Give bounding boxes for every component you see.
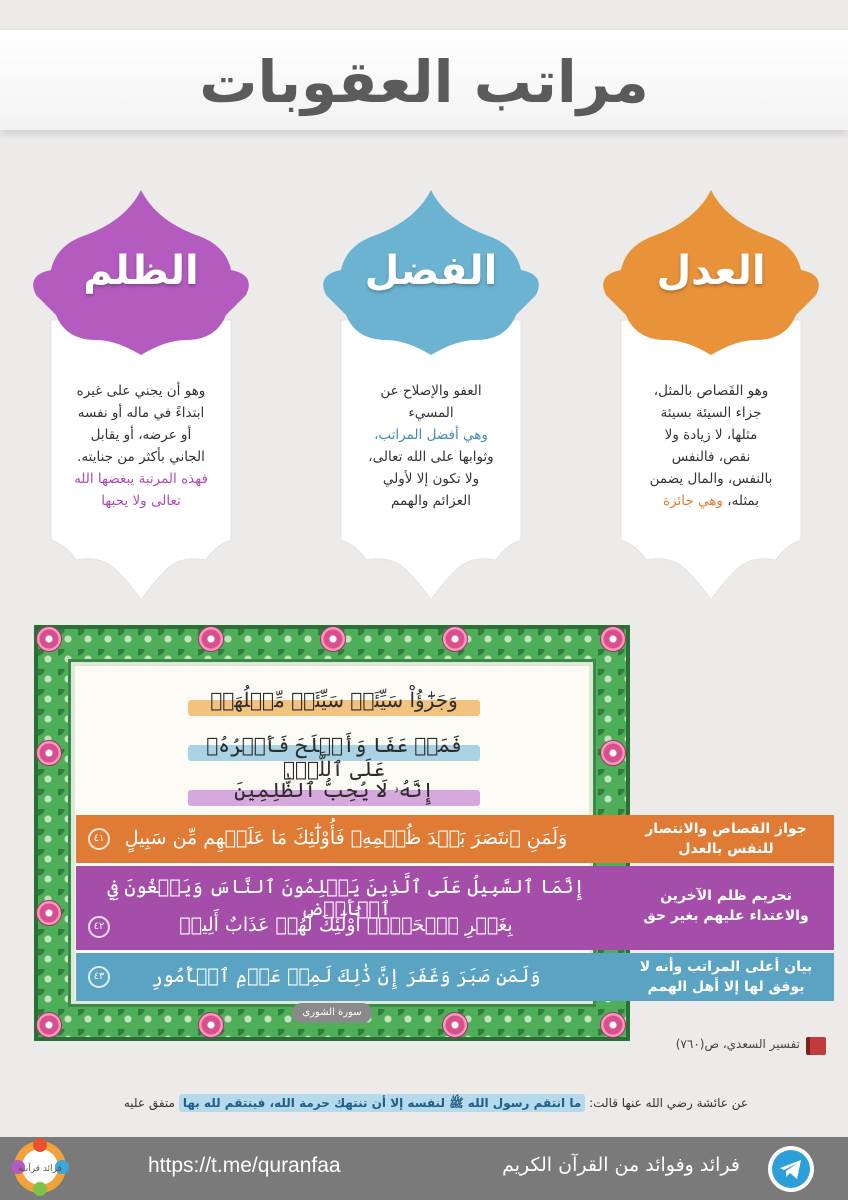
text-line: وهو أن يجني على غيره [76, 383, 206, 399]
rosette-ornament [320, 626, 346, 652]
text-line: جزاء السيئة بسيئة [660, 405, 762, 421]
rosette-ornament [442, 1012, 468, 1038]
channel-name: فرائد وفوائد من القرآن الكريم [502, 1154, 740, 1176]
telegram-icon[interactable] [768, 1146, 814, 1192]
verse-line: فَمَنۡ عَفَا وَأَصۡلَحَ فَأَجۡرُهُۥ عَلَى ٱللَّهِۚ [206, 733, 462, 781]
verse-text: وَلَمَن صَبَرَ وَغَفَرَ إِنَّ ذَٰلِكَ لَمِنۡ عَزۡمِ ٱلۡأُمُورِ [151, 965, 541, 987]
text-line: والاعتداء عليهم بغير حق [643, 908, 809, 924]
source-reference: تفسير السعدي، ص(٧٦٠) [675, 1037, 800, 1051]
telegram-glyph [768, 1146, 814, 1192]
rosette-ornament [442, 626, 468, 652]
text-plain: بمثله، [727, 493, 759, 509]
hadith-prefix: عن عائشة رضي الله عنها قالت: [589, 1096, 748, 1110]
rosette-ornament [36, 900, 62, 926]
band-description [628, 819, 824, 859]
text-line: العفو والإصلاح عن [380, 383, 482, 399]
rosette-ornament [36, 1012, 62, 1038]
logo-icon [4, 1136, 76, 1198]
text-line [621, 490, 801, 512]
channel-url[interactable]: https://t.me/quranfaa [148, 1154, 341, 1177]
card-virtue-text [341, 380, 521, 512]
text-highlight: وهي جائزة [663, 493, 723, 509]
card-injustice [26, 190, 256, 600]
ayah-number: ٤٢ [88, 916, 110, 938]
rosette-ornament [36, 626, 62, 652]
verse-line: إِنَّهُۥ لَا يُحِبُّ ٱلظَّٰلِمِينَ [234, 778, 434, 802]
hadith-suffix: متفق عليه [123, 1096, 175, 1110]
card-injustice-text [51, 380, 231, 512]
card-virtue [316, 190, 546, 600]
band-description [628, 886, 824, 926]
surah-name: سورة الشورى [292, 1003, 372, 1023]
text-line: مثلها، لا زيادة ولا [664, 427, 758, 443]
verse-band-41 [76, 815, 834, 863]
card-injustice-title: الظلم [83, 248, 199, 294]
text-line: المسيء [408, 405, 454, 421]
rosette-ornament [198, 626, 224, 652]
text-line: نقص، فالنفس [671, 449, 751, 465]
text-line: جواز القصاص والانتصار [645, 821, 807, 837]
verse-band-42 [76, 866, 834, 950]
logo-emblem [4, 1136, 76, 1198]
text-line: للنفس بالعدل [678, 841, 774, 857]
ayah-number: ٤١ [88, 828, 110, 850]
text-line: تحريم ظلم الآخرين [660, 888, 792, 904]
rosette-ornament [600, 740, 626, 766]
title-banner [0, 30, 848, 130]
hadith-quote: ما انتقم رسول الله ﷺ لنفسه إلا أن تنتهك حرمة الله، فينتقم لله بها [179, 1094, 585, 1112]
card-virtue-title: الفضل [364, 248, 498, 294]
text-highlight: تعالى ولا يحبها [101, 493, 181, 509]
hadith-text [84, 1092, 748, 1114]
page-title: مراتب العقوبات [199, 48, 649, 116]
text-line: يوفق لها إلا أهل الهمم [647, 979, 805, 995]
verse-text: بِغَيۡرِ ٱلۡحَقِّۚ أُوْلَٰٓئِكَ لَهُمۡ عَذَابٌ أَلِيمٞ [179, 914, 513, 936]
card-justice-text [621, 380, 801, 512]
svg-text:فرائد قرآنية: فرائد قرآنية [18, 1164, 62, 1174]
card-justice [596, 190, 826, 600]
verse-line: وَجَزَٰٓؤُاْ سَيِّئَةٖ سَيِّئَةٞ مِّثۡلُهَاۖ [210, 688, 458, 712]
ayah-number: ٤٣ [88, 966, 110, 988]
verse-band-43 [76, 953, 834, 1001]
rosette-ornament [36, 740, 62, 766]
text-highlight: وهي أفضل المراتب، [374, 427, 488, 443]
text-line: بيان أعلى المراتب وأنه لا [639, 959, 813, 975]
text-line: بالنفس، والمال يضمن [649, 471, 773, 487]
verse-text: إِنَّمَا ٱلسَّبِيلُ عَلَى ٱلَّذِينَ يَظۡلِمُونَ ٱلنَّاسَ وَيَبۡغُونَ فِي ٱلۡأَرۡضِ [107, 876, 585, 920]
text-line: العزائم والهمم [390, 493, 471, 509]
band-description [628, 957, 824, 997]
text-line: ابتداءً في ماله أو نفسه [77, 405, 205, 421]
text-line: وثوابها على الله تعالى، [368, 449, 494, 465]
verse-text: وَلَمَنِ ٱنتَصَرَ بَعۡدَ ظُلۡمِهِۦ فَأُوْلَٰٓئِكَ مَا عَلَيۡهِم مِّن سَبِيلٍ [124, 827, 568, 849]
text-line: ولا تكون إلا لأولي [382, 471, 480, 487]
rosette-ornament [600, 1012, 626, 1038]
text-line: وهو القَصاص بالمثل، [653, 383, 769, 399]
book-icon [806, 1037, 826, 1055]
footer [0, 1137, 848, 1200]
text-line: الجاني بأكثر من جنايته. [77, 449, 205, 465]
rosette-ornament [198, 1012, 224, 1038]
card-justice-title: العدل [656, 248, 766, 294]
text-line: أو عرضه، أو يقابل [90, 427, 192, 443]
text-highlight: فهذه المرتبة يبغضها الله [74, 471, 208, 487]
rosette-ornament [600, 626, 626, 652]
